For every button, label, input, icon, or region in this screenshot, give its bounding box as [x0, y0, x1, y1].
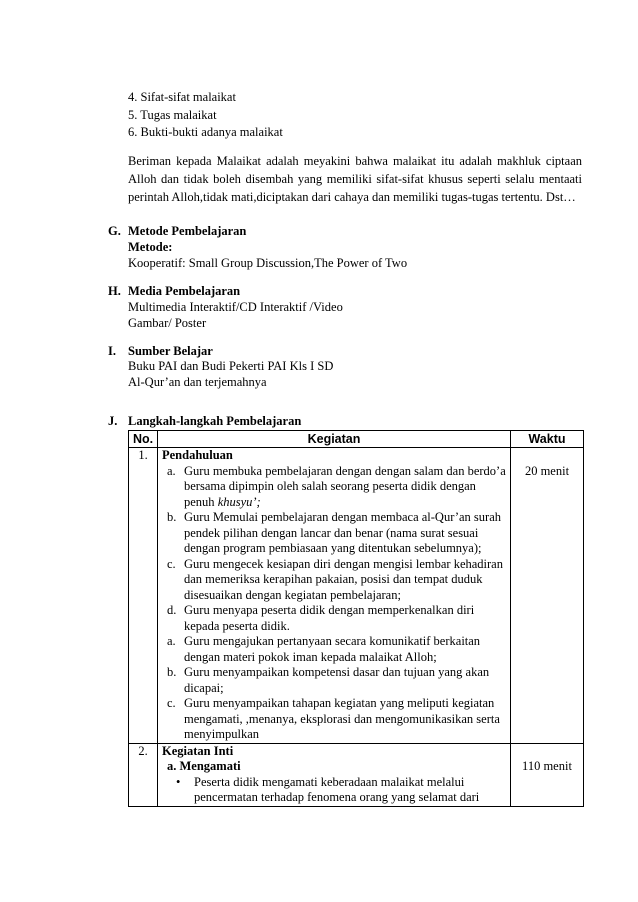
header-no: No. [129, 431, 158, 448]
item-marker: c. [167, 556, 176, 571]
item-text: Guru mengecek kesiapan diri dengan mengisi lembar kehadiran dan memeriksa kerapihan pakaian, posisi dan tempat duduk disesuaikan dengan kegiatan pembelajaran; [184, 556, 503, 602]
item-text: Guru mengajukan pertanyaan secara komunikatif berkaitan dengan materi pokok iman kepada malaikat Alloh; [184, 634, 481, 664]
header-waktu: Waktu [511, 431, 584, 448]
activity-item [162, 510, 506, 557]
section-text: Kooperatif: Small Group Discussion,The Power of Two [128, 256, 408, 270]
section-title: Media Pembelajaran [128, 284, 241, 298]
item-text: Guru menyapa peserta didik dengan memperkenalkan diri kepada peserta didik. [184, 603, 475, 633]
item-text: Guru menyampaikan tahapan kegiatan yang meliputi kegiatan mengamati, ,menanya, eksplorasi dan mengomunikasikan serta menyimpulkan [184, 696, 500, 741]
activity-item [162, 634, 506, 665]
bullet-text: Peserta didik mengamati keberadaan malaikat melalui pencermatan terhadap fenomena orang yang selamat dari [194, 774, 480, 804]
section-letter: J. [108, 414, 118, 428]
row-activity [158, 743, 511, 806]
section-title: Metode Pembelajaran [128, 224, 247, 238]
item-marker: c. [167, 696, 176, 710]
section-title: Langkah-langkah Pembelajaran [128, 414, 302, 428]
table-row [129, 743, 584, 806]
section-title: Sumber Belajar [128, 344, 213, 358]
item-text: Guru Memulai pembelajaran dengan membaca al-Qur’an surah pendek pilihan dengan lancar dan benar (nama surat sesuai dengan program pembiasaan yang ditentukan sebelumnya); [184, 510, 501, 555]
activity-item [162, 464, 506, 511]
section-text: Gambar/ Poster [128, 316, 207, 330]
activity-item [162, 665, 506, 696]
activity-item [162, 557, 506, 604]
item-text-italic: khusyu’; [217, 494, 261, 509]
section-text: Buku PAI dan Budi Pekerti PAI Kls I SD [128, 359, 334, 373]
table-header-row [129, 431, 584, 448]
activity-item [162, 696, 506, 743]
section-subtitle: Metode: [128, 240, 173, 254]
list-item: 4. Sifat-sifat malaikat [128, 90, 236, 104]
item-marker: b. [167, 665, 177, 679]
item-marker: d. [167, 603, 177, 617]
duration-text: 20 menit [524, 463, 570, 478]
header-kegiatan: Kegiatan [158, 431, 511, 448]
item-text: Guru menyampaikan kompetensi dasar dan tujuan yang akan dicapai; [184, 665, 490, 695]
list-item: 6. Bukti-bukti adanya malaikat [128, 125, 283, 139]
list-item: 5. Tugas malaikat [128, 108, 217, 122]
table-row [129, 448, 584, 744]
activity-title: Kegiatan Inti [162, 743, 234, 758]
row-number: 1. [129, 448, 158, 744]
row-activity [158, 448, 511, 744]
body-paragraph: Beriman kepada Malaikat adalah meyakini bahwa malaikat itu adalah makhluk ciptaan Alloh dan tidak boleh disembah yang memiliki sifat-sifat khusus seperti selalu mentaati perintah Alloh,tidak mati,diciptakan dari cahaya dan memiliki tugas-tugas tertentu. Dst… [128, 154, 582, 204]
section-text: Al-Qur’an dan terjemahnya [128, 375, 267, 389]
section-text: Multimedia Interaktif/CD Interaktif /Video [128, 300, 343, 314]
learning-steps-table [128, 430, 584, 807]
activity-title: Pendahuluan [162, 448, 233, 462]
item-marker: a. [167, 463, 176, 478]
row-duration [511, 743, 584, 806]
activity-subtitle: a. Mengamati [167, 759, 241, 773]
bullet-icon: • [176, 774, 181, 789]
item-marker: a. [167, 634, 176, 648]
duration-text: 110 menit [522, 759, 572, 773]
item-text: Guru membuka pembelajaran dengan dengan salam dan berdo’a bersama dipimpin oleh salah seorang peserta didik dengan penuh [184, 463, 506, 509]
row-duration [511, 448, 584, 744]
section-letter: G. [108, 224, 121, 238]
activity-bullet [162, 775, 506, 806]
row-number: 2. [129, 743, 158, 806]
section-letter: H. [108, 284, 121, 298]
item-marker: b. [167, 510, 177, 524]
activity-item [162, 603, 506, 634]
section-letter: I. [108, 344, 116, 358]
